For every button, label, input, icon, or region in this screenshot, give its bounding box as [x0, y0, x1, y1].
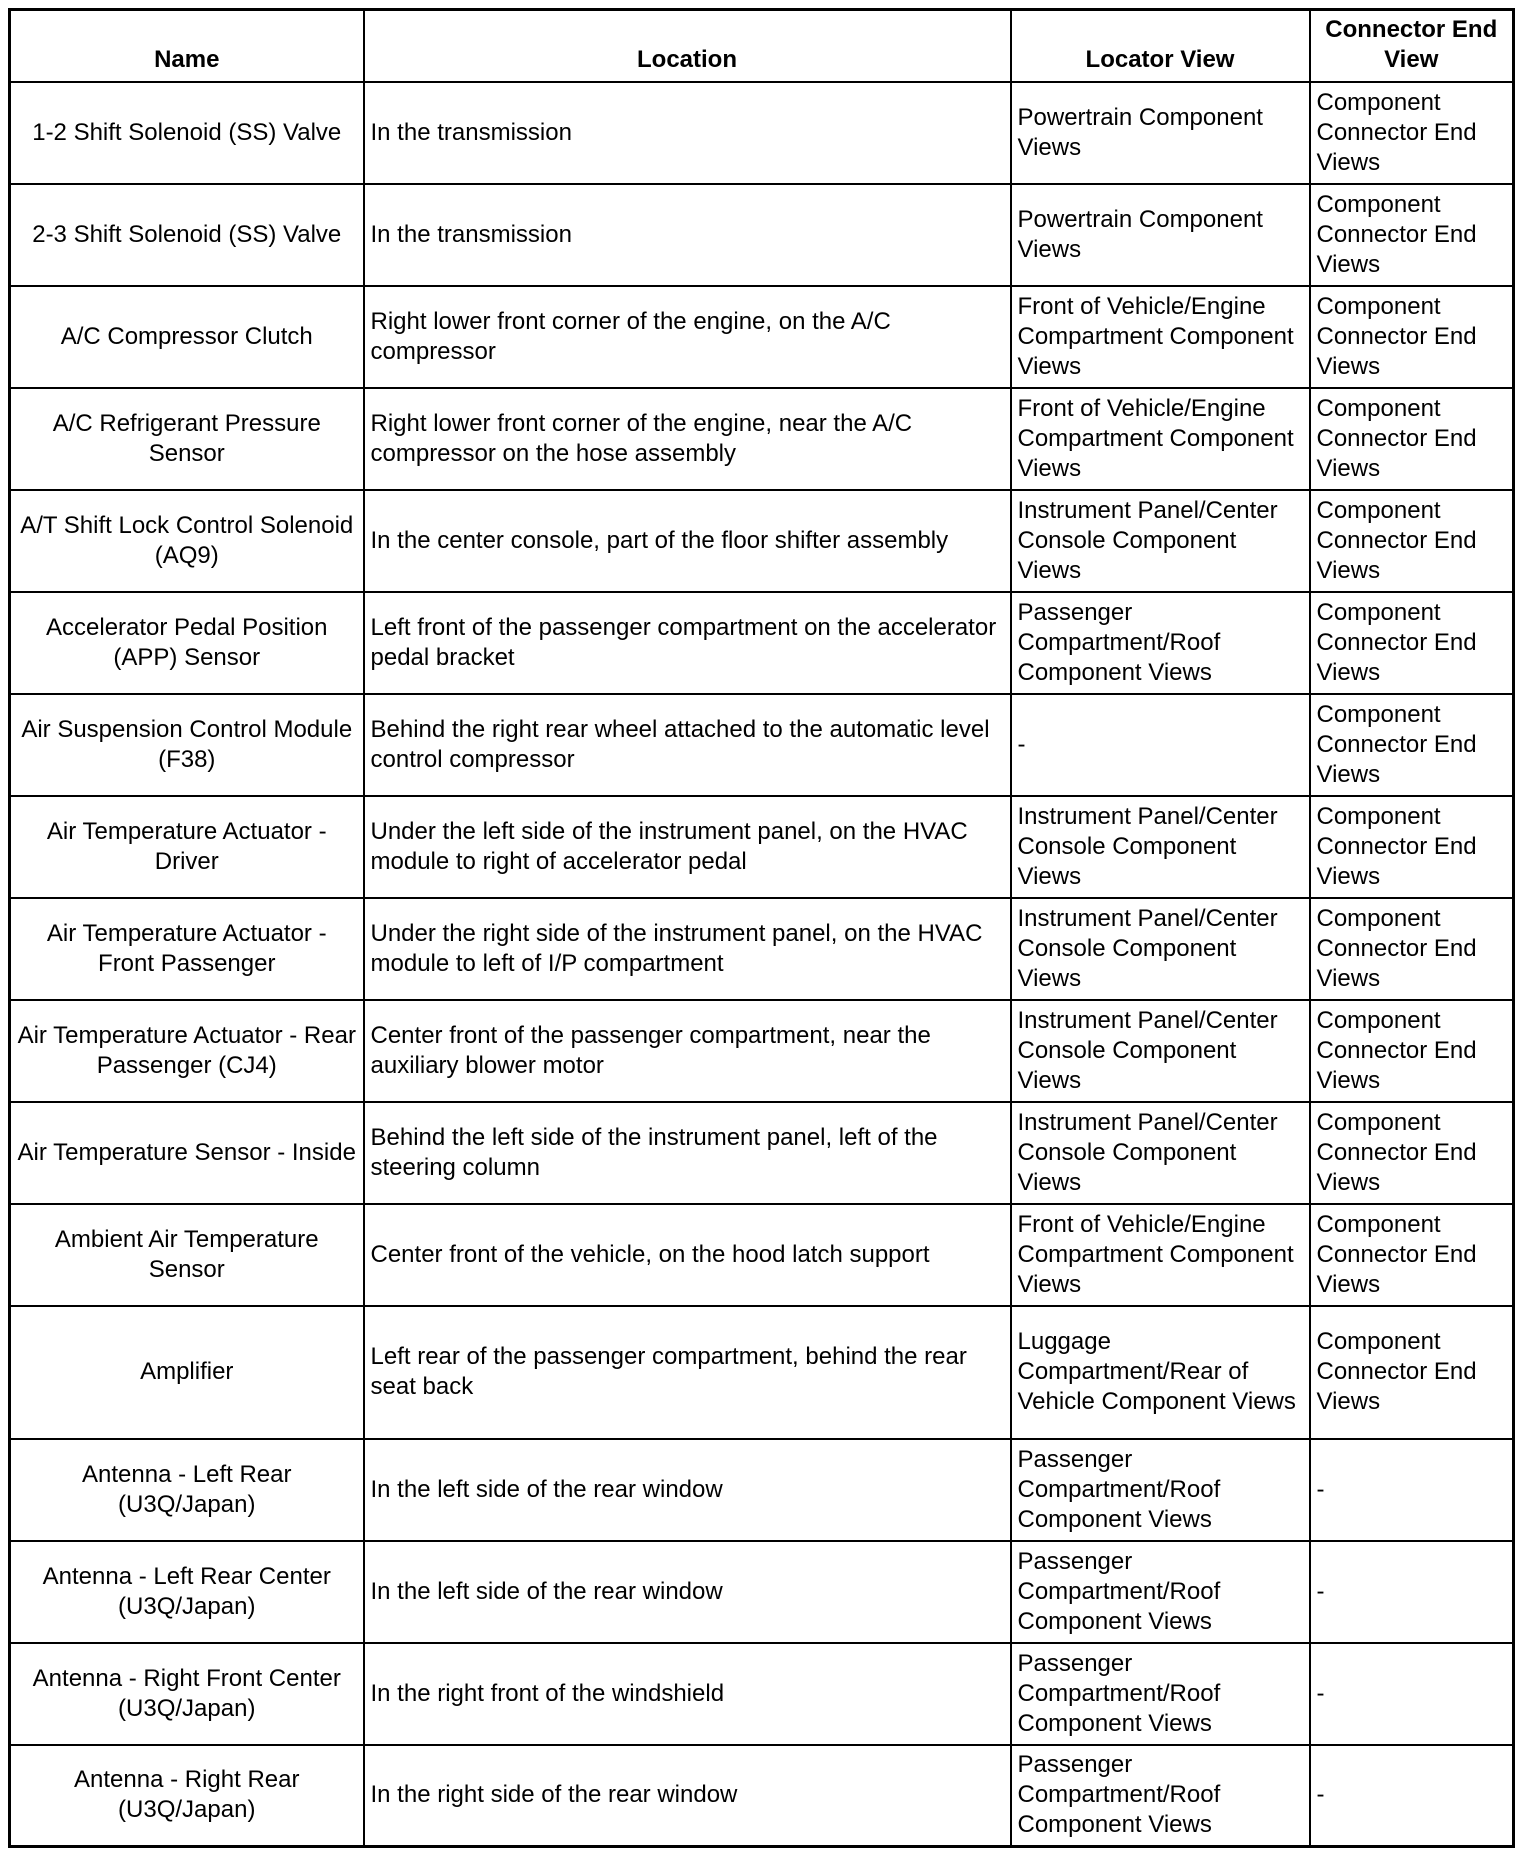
- cell-locator-view: Instrument Panel/Center Console Component Views: [1011, 898, 1310, 1000]
- header-row: [10, 10, 1514, 82]
- cell-location: Right lower front corner of the engine, on the A/C compressor: [364, 286, 1011, 388]
- header-locator-view: Locator View: [1011, 10, 1310, 82]
- table-row: [10, 796, 1514, 898]
- cell-connector-end-view: Component Connector End Views: [1310, 1306, 1514, 1439]
- cell-locator-view: Instrument Panel/Center Console Component Views: [1011, 490, 1310, 592]
- cell-connector-end-view: -: [1310, 1745, 1514, 1847]
- cell-connector-end-view: -: [1310, 1541, 1514, 1643]
- table-row: [10, 1306, 1514, 1439]
- table-row: [10, 898, 1514, 1000]
- cell-name: Air Temperature Actuator - Rear Passenger (CJ4): [10, 1000, 364, 1102]
- header-connector-end-view: Connector End View: [1310, 10, 1514, 82]
- cell-connector-end-view: -: [1310, 1643, 1514, 1745]
- cell-locator-view: Luggage Compartment/Rear of Vehicle Component Views: [1011, 1306, 1310, 1439]
- table-row: [10, 286, 1514, 388]
- table-row: [10, 592, 1514, 694]
- cell-connector-end-view: -: [1310, 1439, 1514, 1541]
- table-row: [10, 694, 1514, 796]
- cell-connector-end-view: Component Connector End Views: [1310, 1000, 1514, 1102]
- cell-name: Ambient Air Temperature Sensor: [10, 1204, 364, 1306]
- table-row: [10, 1541, 1514, 1643]
- cell-connector-end-view: Component Connector End Views: [1310, 898, 1514, 1000]
- table-row: [10, 1000, 1514, 1102]
- cell-name: A/T Shift Lock Control Solenoid (AQ9): [10, 490, 364, 592]
- cell-location: Under the left side of the instrument panel, on the HVAC module to right of accelerator pedal: [364, 796, 1011, 898]
- cell-locator-view: Passenger Compartment/Roof Component Views: [1011, 1541, 1310, 1643]
- table-row: [10, 1439, 1514, 1541]
- cell-locator-view: Powertrain Component Views: [1011, 82, 1310, 184]
- cell-locator-view: Passenger Compartment/Roof Component Views: [1011, 592, 1310, 694]
- table-row: [10, 82, 1514, 184]
- cell-locator-view: Instrument Panel/Center Console Component Views: [1011, 1000, 1310, 1102]
- cell-locator-view: -: [1011, 694, 1310, 796]
- cell-locator-view: Front of Vehicle/Engine Compartment Component Views: [1011, 388, 1310, 490]
- cell-name: Antenna - Right Front Center (U3Q/Japan): [10, 1643, 364, 1745]
- cell-location: In the right side of the rear window: [364, 1745, 1011, 1847]
- cell-location: Right lower front corner of the engine, near the A/C compressor on the hose assembly: [364, 388, 1011, 490]
- cell-name: Accelerator Pedal Position (APP) Sensor: [10, 592, 364, 694]
- table-row: [10, 1102, 1514, 1204]
- header-location: Location: [364, 10, 1011, 82]
- cell-connector-end-view: Component Connector End Views: [1310, 1204, 1514, 1306]
- cell-name: Air Suspension Control Module (F38): [10, 694, 364, 796]
- table-row: [10, 184, 1514, 286]
- cell-name: Air Temperature Sensor - Inside: [10, 1102, 364, 1204]
- cell-location: In the left side of the rear window: [364, 1541, 1011, 1643]
- cell-location: Left front of the passenger compartment on the accelerator pedal bracket: [364, 592, 1011, 694]
- cell-locator-view: Powertrain Component Views: [1011, 184, 1310, 286]
- table-row: [10, 490, 1514, 592]
- cell-locator-view: Instrument Panel/Center Console Component Views: [1011, 796, 1310, 898]
- cell-name: Amplifier: [10, 1306, 364, 1439]
- table-row: [10, 1204, 1514, 1306]
- cell-location: In the center console, part of the floor shifter assembly: [364, 490, 1011, 592]
- cell-locator-view: Passenger Compartment/Roof Component Views: [1011, 1745, 1310, 1847]
- cell-connector-end-view: Component Connector End Views: [1310, 388, 1514, 490]
- component-locator-table: [8, 8, 1515, 1848]
- cell-locator-view: Passenger Compartment/Roof Component Views: [1011, 1643, 1310, 1745]
- cell-name: 2-3 Shift Solenoid (SS) Valve: [10, 184, 364, 286]
- cell-name: 1-2 Shift Solenoid (SS) Valve: [10, 82, 364, 184]
- table-row: [10, 388, 1514, 490]
- table-row: [10, 1745, 1514, 1847]
- cell-location: Behind the left side of the instrument panel, left of the steering column: [364, 1102, 1011, 1204]
- cell-location: Left rear of the passenger compartment, behind the rear seat back: [364, 1306, 1011, 1439]
- cell-location: In the right front of the windshield: [364, 1643, 1011, 1745]
- cell-name: Antenna - Left Rear (U3Q/Japan): [10, 1439, 364, 1541]
- cell-connector-end-view: Component Connector End Views: [1310, 286, 1514, 388]
- table-row: [10, 1643, 1514, 1745]
- cell-locator-view: Front of Vehicle/Engine Compartment Component Views: [1011, 286, 1310, 388]
- cell-locator-view: Passenger Compartment/Roof Component Views: [1011, 1439, 1310, 1541]
- cell-name: Air Temperature Actuator - Front Passenger: [10, 898, 364, 1000]
- cell-name: Antenna - Left Rear Center (U3Q/Japan): [10, 1541, 364, 1643]
- cell-connector-end-view: Component Connector End Views: [1310, 796, 1514, 898]
- cell-location: Center front of the vehicle, on the hood latch support: [364, 1204, 1011, 1306]
- cell-location: In the transmission: [364, 82, 1011, 184]
- cell-connector-end-view: Component Connector End Views: [1310, 82, 1514, 184]
- cell-location: Under the right side of the instrument panel, on the HVAC module to left of I/P compartment: [364, 898, 1011, 1000]
- header-name: Name: [10, 10, 364, 82]
- cell-name: Antenna - Right Rear (U3Q/Japan): [10, 1745, 364, 1847]
- cell-location: Center front of the passenger compartment, near the auxiliary blower motor: [364, 1000, 1011, 1102]
- cell-location: Behind the right rear wheel attached to the automatic level control compressor: [364, 694, 1011, 796]
- cell-connector-end-view: Component Connector End Views: [1310, 694, 1514, 796]
- cell-location: In the left side of the rear window: [364, 1439, 1011, 1541]
- cell-name: Air Temperature Actuator - Driver: [10, 796, 364, 898]
- cell-locator-view: Front of Vehicle/Engine Compartment Component Views: [1011, 1204, 1310, 1306]
- cell-connector-end-view: Component Connector End Views: [1310, 184, 1514, 286]
- cell-location: In the transmission: [364, 184, 1011, 286]
- cell-connector-end-view: Component Connector End Views: [1310, 1102, 1514, 1204]
- cell-name: A/C Refrigerant Pressure Sensor: [10, 388, 364, 490]
- cell-name: A/C Compressor Clutch: [10, 286, 364, 388]
- cell-connector-end-view: Component Connector End Views: [1310, 490, 1514, 592]
- cell-connector-end-view: Component Connector End Views: [1310, 592, 1514, 694]
- cell-locator-view: Instrument Panel/Center Console Component Views: [1011, 1102, 1310, 1204]
